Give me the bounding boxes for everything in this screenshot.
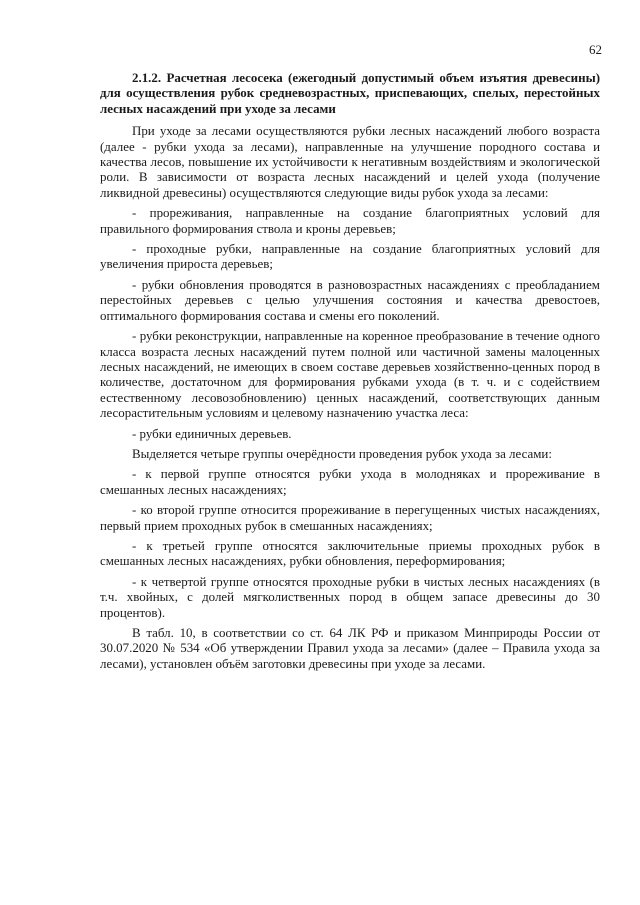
paragraph-priority-groups: Выделяется четыре группы очерёдности проведения рубок ухода за лесами: <box>132 445 552 461</box>
list-item-group-1: - к первой группе относятся рубки ухода в молодняках и прореживание в смешанных лесных насаждениях; <box>100 466 600 497</box>
paragraph-table-reference: В табл. 10, в соответствии со ст. 64 ЛК РФ и приказом Минприроды России от 30.07.2020 № 534 «Об утверждении Правил ухода за лесами» (далее – Правила ухода за лесами), установлен объём заготовки древесины при уходе за лесами. <box>100 625 600 671</box>
section-heading: 2.1.2. Расчетная лесосека (ежегодный допустимый объем изъятия древесины) для осуществления рубок средневозрастных, приспевающих, спелых, перестойных лесных насаждений при уходе за лесами <box>100 70 600 116</box>
list-item-single-tree-cutting: - рубки единичных деревьев. <box>132 425 292 441</box>
list-item-reconstruction-cutting: - рубки реконструкции, направленные на коренное преобразование в течение одного класса возраста лесных насаждений путем полной или частичной замены малоценных лесных насаждений, не имеющих в своем составе деревьев хозяйственно-ценных пород в количестве, достаточном для формирования рубками ухода (в т. ч. и с содействием естественному лесовозобновлению) ценных насаждений, соответствующих данным лесорастительным условиям и целевому назначению участка леса: <box>100 328 600 421</box>
document-body <box>100 70 600 676</box>
page-number: 62 <box>589 42 602 57</box>
list-item-thinning: - прореживания, направленные на создание благоприятных условий для правильного формирования ствола и кроны деревьев; <box>100 205 600 236</box>
list-item-group-4: - к четвертой группе относятся проходные рубки в чистых лесных насаждениях (в т.ч. хвойных, с долей мягколиственных пород в общем запасе древесины до 30 процентов). <box>100 573 600 620</box>
list-item-group-3: - к третьей группе относятся заключительные приемы проходных рубок в смешанных лесных насаждениях, рубки обновления, переформирования; <box>100 537 600 569</box>
list-item-group-2: - ко второй группе относится прореживание в перегущенных чистых насаждениях, первый прием проходных рубок в смешанных насаждениях; <box>100 502 600 533</box>
list-item-renewal-cutting: - рубки обновления проводятся в разновозрастных насаждениях с преобладанием перестойных деревьев с целью улучшения состояния и качества древостоев, оптимального формирования состава и смены его поколений. <box>100 276 600 323</box>
list-item-passage-cutting: - проходные рубки, направленные на создание благоприятных условий для увеличения прироста деревьев; <box>100 241 600 272</box>
paragraph-intro: При уходе за лесами осуществляются рубки лесных насаждений любого возраста (далее - рубки ухода за лесами), направленные на улучшение породного состава и качества лесов, повышение их устойчивости к негативным воздействиям и экологической роли. В зависимости от возраста лесных насаждений и целей ухода (получение ликвидной древесины) осуществляются следующие виды рубок ухода за лесами: <box>100 123 600 200</box>
